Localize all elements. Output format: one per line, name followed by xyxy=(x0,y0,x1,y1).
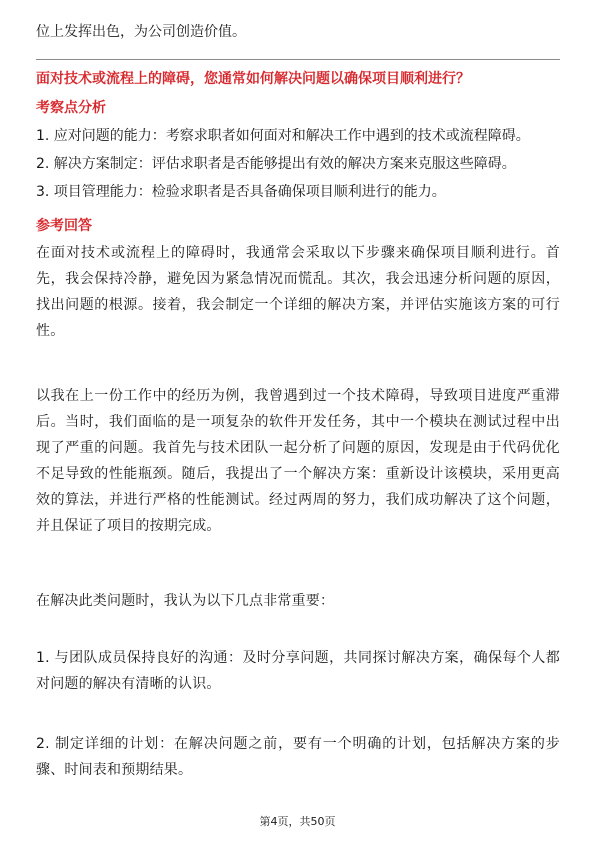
page-number: 第4页，共50页 xyxy=(259,815,336,828)
page-footer xyxy=(0,815,595,829)
analysis-title: 考察点分析 xyxy=(36,100,106,116)
answer-paragraph: 2. 制定详细的计划：在解决问题之前，要有一个明确的计划，包括解决方案的步骤、时间表和预期结果。 xyxy=(36,736,560,778)
section-divider xyxy=(36,59,560,60)
answer-paragraph: 1. 与团队成员保持良好的沟通：及时分享问题，共同探讨解决方案，确保每个人都对问题的解决有清晰的认识。 xyxy=(36,650,560,692)
analysis-item: 3. 项目管理能力：检验求职者是否具备确保项目顺利进行的能力。 xyxy=(36,184,446,200)
answer-title: 参考回答 xyxy=(36,218,92,234)
answer-paragraph: 以我在上一份工作中的经历为例，我曾遇到过一个技术障碍，导致项目进度严重滞后。当时，我们面临的是一项复杂的软件开发任务，其中一个模块在测试过程中出现了严重的问题。我首先与技术团队一起分析了问题的原因，发现是由于代码优化不足导致的性能瓶颈。随后，我提出了一个解决方案：重新设计该模块，采用更高效的算法，并进行严格的性能测试。经过两周的努力，我们成功解决了这个问题，并且保证了项目的按期完成。 xyxy=(36,388,560,534)
analysis-list xyxy=(36,122,560,206)
analysis-item: 1. 应对问题的能力：考察求职者如何面对和解决工作中遇到的技术或流程障碍。 xyxy=(36,128,530,144)
analysis-item: 2. 解决方案制定：评估求职者是否能够提出有效的解决方案来克服这些障碍。 xyxy=(36,156,516,172)
answer-paragraph: 在解决此类问题时，我认为以下几点非常重要： xyxy=(36,593,335,609)
question-heading: 面对技术或流程上的障碍，您通常如何解决问题以确保项目顺利进行？ xyxy=(36,71,470,87)
answer-paragraph: 在面对技术或流程上的障碍时，我通常会采取以下步骤来确保项目顺利进行。首先，我会保持冷静，避免因为紧急情况而慌乱。其次，我会迅速分析问题的原因，找出问题的根源。接着，我会制定一个详细的解决方案，并评估实施该方案的可行性。 xyxy=(36,245,560,339)
intro-text: 位上发挥出色，为公司创造价值。 xyxy=(36,24,246,40)
